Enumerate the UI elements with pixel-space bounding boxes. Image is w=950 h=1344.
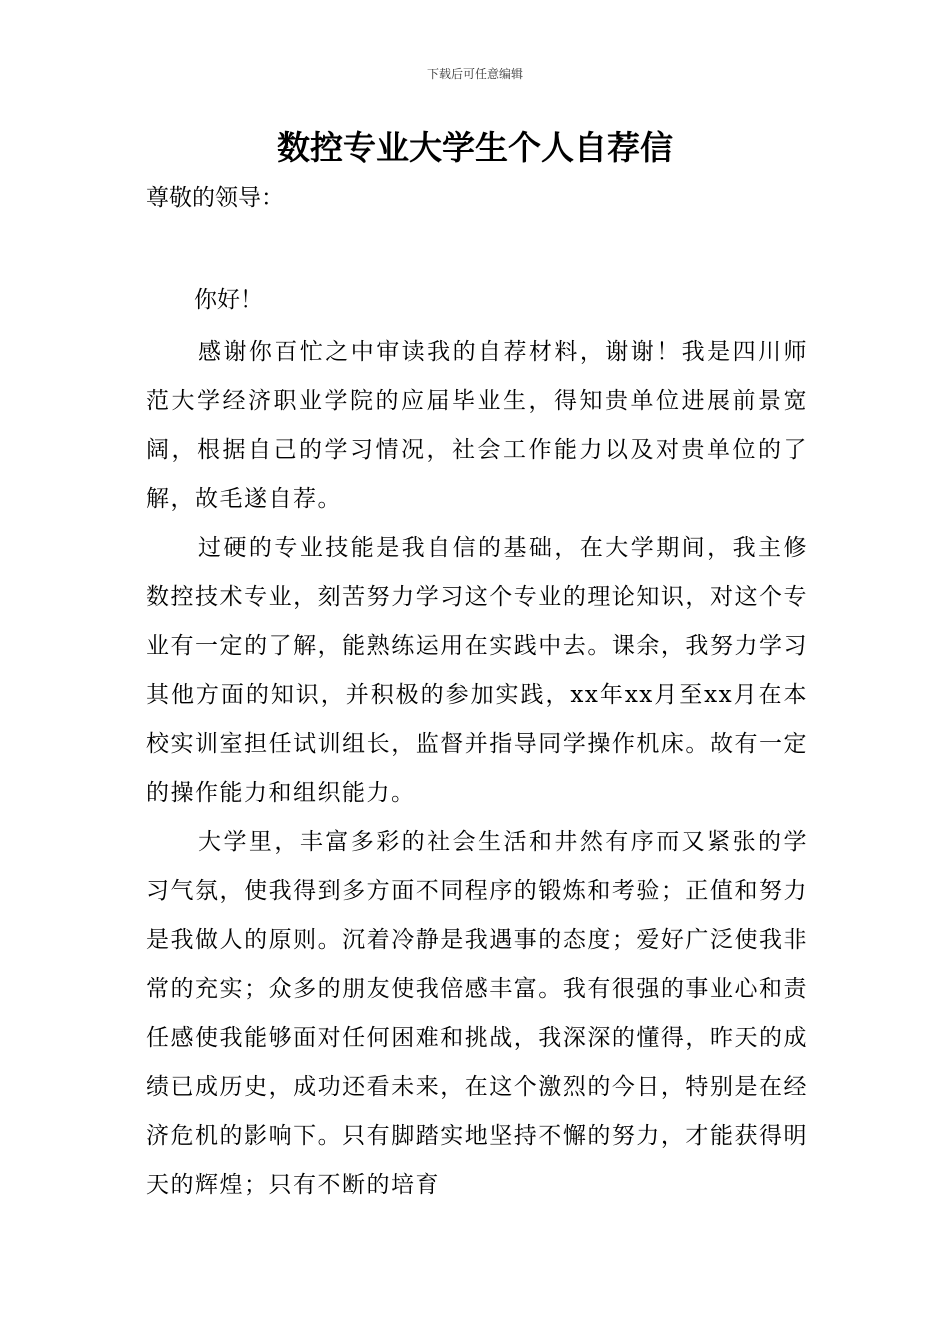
- paragraph-character: 大学里，丰富多彩的社会生活和井然有序而又紧张的学习气氛，使我得到多方面不同程序的锻炼和考验；正值和努力是我做人的原则。沉着冷静是我遇事的态度；爱好广泛使我非常的充实；众多的朋友使我倍感丰富。我有很强的事业心和责任感使我能够面对任何困难和挑战，我深深的懂得，昨天的成绩已成历史，成功还看未来，在这个激烈的今日，特别是在经济危机的影响下。只有脚踏实地坚持不懈的努力，才能获得明天的辉煌；只有不断的培育: [146, 829, 808, 1198]
- paragraph-intro: 感谢你百忙之中审读我的自荐材料，谢谢！我是四川师范大学经济职业学院的应届毕业生，得知贵单位进展前景宽阔，根据自己的学习情况，社会工作能力以及对贵单位的了解，故毛遂自荐。: [146, 339, 808, 512]
- salutation: 尊敬的领导：: [146, 185, 284, 211]
- letter-body: [146, 328, 808, 1210]
- header-note: 下载后可任意编辑: [426, 67, 523, 81]
- greeting: 你好！: [194, 287, 263, 313]
- paragraph-skills: 过硬的专业技能是我自信的基础，在大学期间，我主修数控技术专业，刻苦努力学习这个专业的理论知识，对这个专业有一定的了解，能熟练运用在实践中去。课余，我努力学习其他方面的知识，并积极的参加实践，xx年xx月至xx月在本校实训室担任试训组长，监督并指导同学操作机床。故有一定的操作能力和组织能力。: [146, 535, 808, 806]
- document-title: 数控专业大学生个人自荐信: [277, 128, 673, 167]
